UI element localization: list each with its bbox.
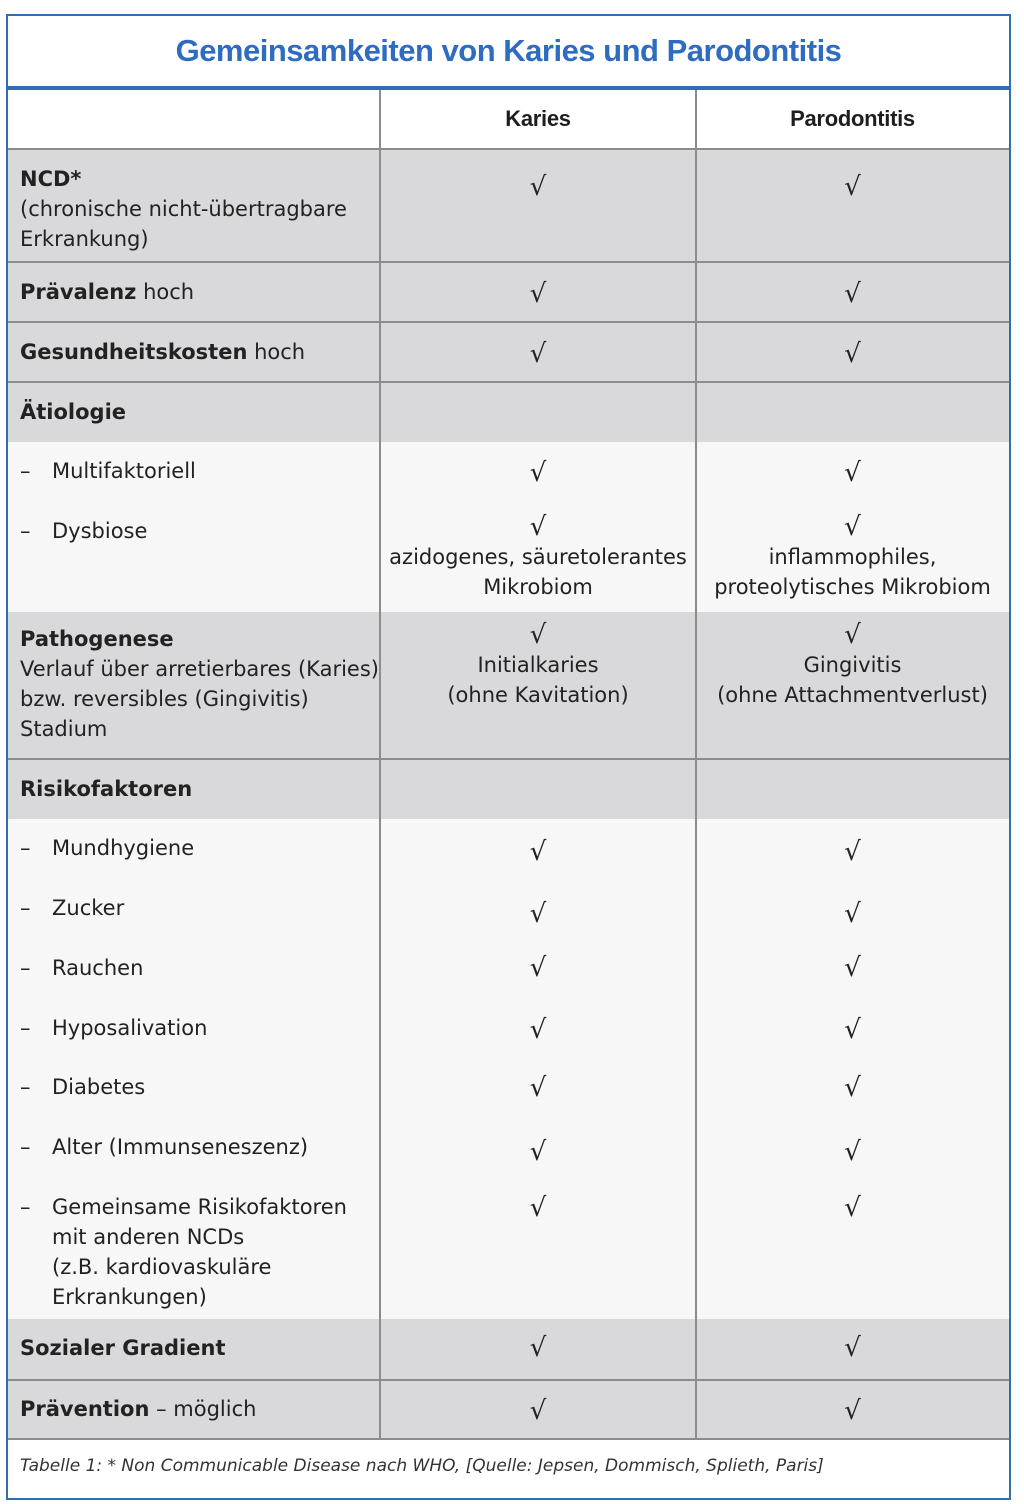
list-item: – Mundhygiene <box>20 836 195 860</box>
check-mark-karies: √ <box>529 1193 547 1223</box>
section-risikofaktoren <box>8 758 1009 819</box>
list-item: – Dysbiose <box>20 519 148 543</box>
row-praevention <box>8 1379 1009 1438</box>
check-mark-karies: √ <box>529 1396 547 1426</box>
list-item: – Diabetes <box>20 1075 146 1099</box>
list-item: – Gemeinsame Risikofaktoren mit anderen NCDs (z.B. kardiovaskuläre Erkrankungen) <box>20 1195 347 1309</box>
row-label: Prävalenz hoch <box>20 280 195 304</box>
row-label: Prävention – möglich <box>20 1397 257 1421</box>
row-praevalenz <box>8 261 1009 321</box>
row-ncd <box>8 148 1009 261</box>
row-sozialer-gradient <box>8 1319 1009 1379</box>
check-mark-karies: √ <box>529 172 547 202</box>
check-mark-karies: √ <box>529 953 547 983</box>
row-pathogenese <box>8 612 1009 758</box>
check-mark-karies: √ <box>529 1333 547 1363</box>
section-label: Risikofaktoren <box>20 777 193 801</box>
list-item: – Hyposalivation <box>20 1016 208 1040</box>
check-mark-karies: √ <box>529 1073 547 1103</box>
section-aetiologie <box>8 381 1009 442</box>
aetiologie-items <box>8 442 1009 612</box>
check-mark-karies: √ <box>529 1137 547 1167</box>
check-mark-parodontitis: √ <box>844 620 861 650</box>
table-caption: Tabelle 1: * Non Communicable Disease nach WHO, [Quelle: Jepsen, Dommisch, Splieth, Paris] <box>20 1456 824 1476</box>
table-frame <box>6 14 1011 1500</box>
check-mark-karies: √ <box>529 899 547 929</box>
header-empty-cell <box>8 90 380 148</box>
list-item: – Zucker <box>20 896 125 920</box>
list-item: – Multifaktoriell <box>20 459 196 483</box>
check-mark-karies: √ <box>529 512 547 542</box>
check-mark-parodontitis: √ <box>844 899 861 929</box>
check-mark-parodontitis: √ <box>844 512 861 542</box>
row-label: NCD* (chronische nicht-übertragbare Erkrankung) <box>20 167 347 251</box>
check-mark-parodontitis: √ <box>844 1015 861 1045</box>
check-mark-parodontitis: √ <box>844 837 861 867</box>
column-header-parodontitis: Parodontitis <box>790 106 915 131</box>
list-item: – Rauchen <box>20 956 144 980</box>
check-mark-karies: √ <box>529 339 547 369</box>
pathogenese-parodontitis: √ Gingivitis (ohne Attachmentverlust) <box>696 612 1009 758</box>
dysbiose-karies: √ azidogenes, säuretolerantes Mikrobiom <box>380 512 696 602</box>
row-label: Gesundheitskosten hoch <box>20 340 306 364</box>
row-gesundheitskosten <box>8 321 1009 381</box>
check-mark-parodontitis: √ <box>844 339 861 369</box>
dysbiose-parodontitis: √ inflammophiles, proteolytisches Mikrobiom <box>696 512 1009 602</box>
check-mark-karies: √ <box>529 458 547 488</box>
table-bottom-rule <box>8 1438 1009 1440</box>
check-mark-karies: √ <box>529 620 547 650</box>
check-mark-karies: √ <box>529 837 547 867</box>
check-mark-parodontitis: √ <box>844 953 861 983</box>
check-mark-karies: √ <box>529 1015 547 1045</box>
check-mark-parodontitis: √ <box>844 279 861 309</box>
section-label: Ätiologie <box>20 400 127 424</box>
check-mark-parodontitis: √ <box>844 1137 861 1167</box>
row-label: Pathogenese Verlauf über arretierbares (Karies) bzw. reversibles (Gingivitis) Stadium <box>20 627 379 741</box>
check-mark-karies: √ <box>529 279 547 309</box>
check-mark-parodontitis: √ <box>844 172 861 202</box>
pathogenese-karies: √ Initialkaries (ohne Kavitation) <box>380 612 696 758</box>
risikofaktoren-items <box>8 819 1009 1319</box>
column-header-karies: Karies <box>505 106 571 131</box>
check-mark-parodontitis: √ <box>844 1193 861 1223</box>
table-title: Gemeinsamkeiten von Karies und Parodontitis <box>175 33 842 68</box>
header-row <box>8 90 1009 148</box>
check-mark-parodontitis: √ <box>844 1073 861 1103</box>
row-label: Sozialer Gradient <box>20 1336 226 1360</box>
check-mark-parodontitis: √ <box>844 1396 861 1426</box>
check-mark-parodontitis: √ <box>844 458 861 488</box>
list-item: – Alter (Immunseneszenz) <box>20 1135 309 1159</box>
check-mark-parodontitis: √ <box>844 1333 861 1363</box>
